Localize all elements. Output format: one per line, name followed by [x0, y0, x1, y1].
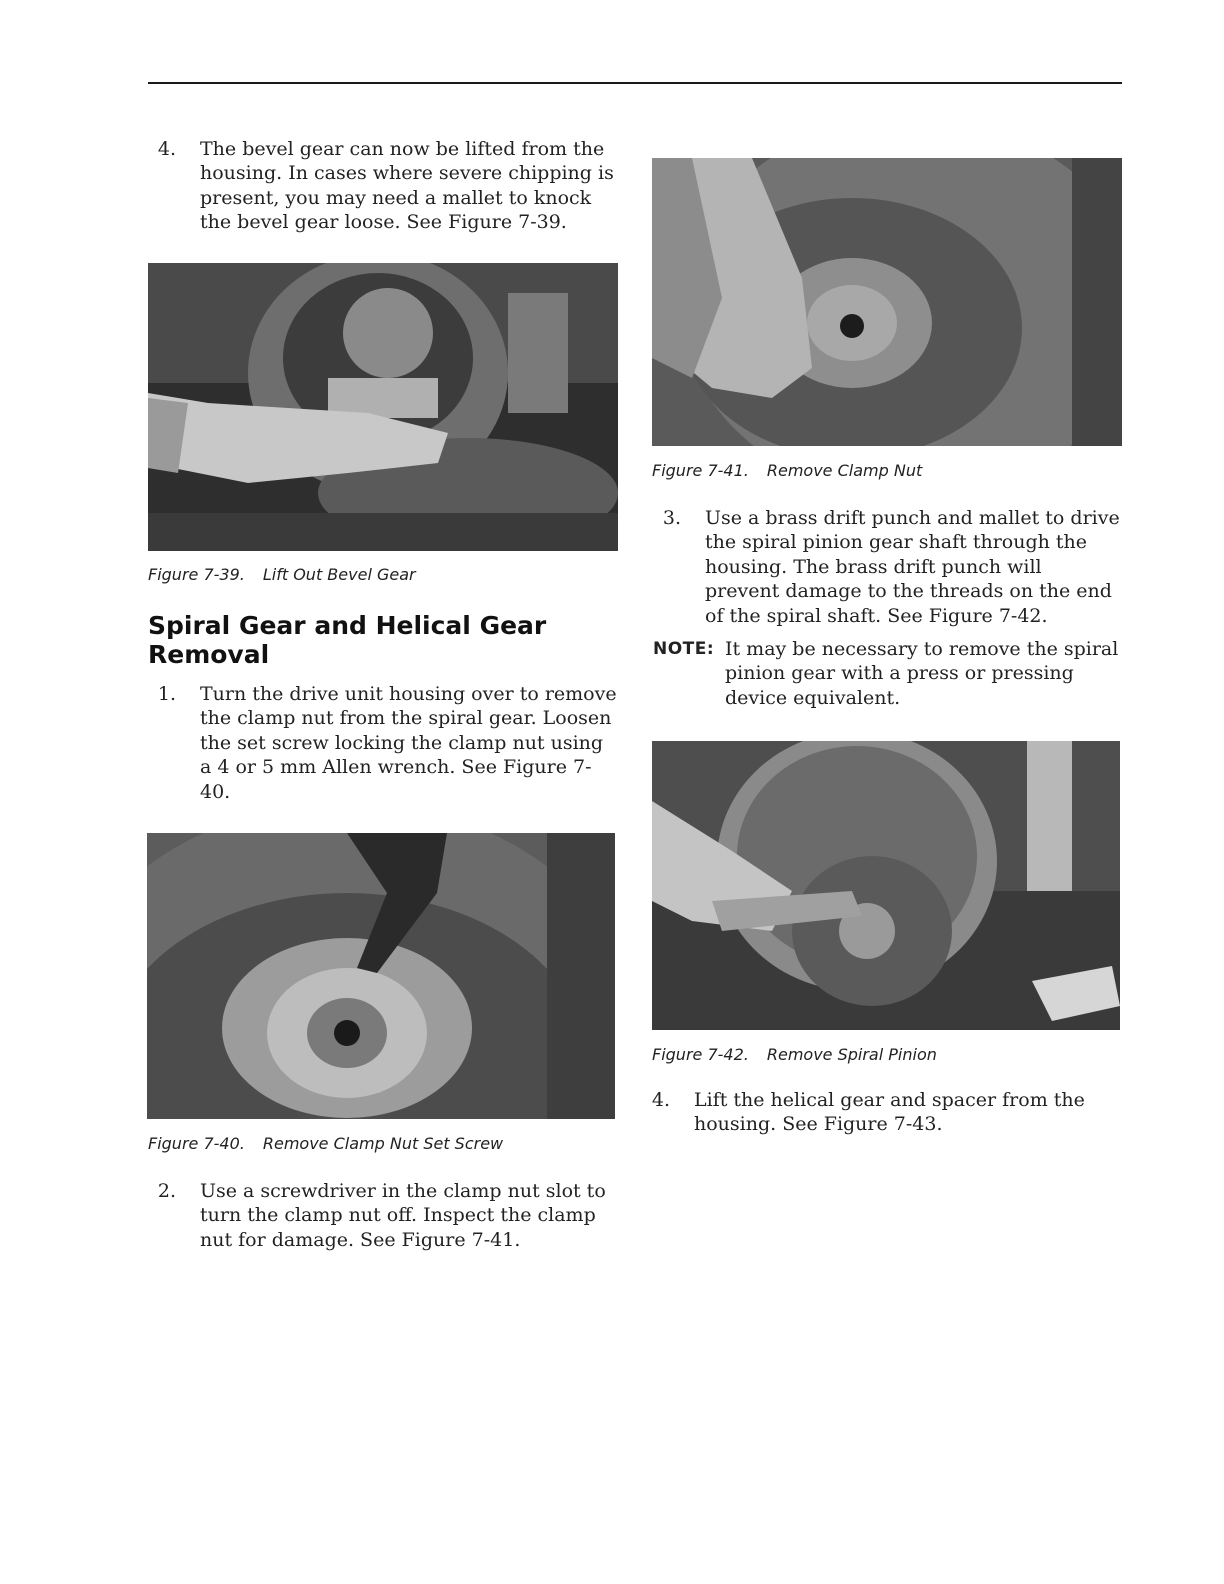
figure-7-42-photo: [652, 741, 1120, 1030]
step-number: 4.: [157, 138, 176, 160]
figure-title: Remove Clamp Nut: [766, 461, 923, 480]
step-number: 1.: [157, 683, 176, 705]
step-number: 4.: [651, 1089, 670, 1111]
section-heading: Spiral Gear and Helical Gear Removal: [148, 611, 547, 669]
step-text: Turn the drive unit housing over to remove the clamp nut from the spiral gear. Loosen the set screw locking the clamp nut using a 4 or 5 mm Allen wrench. See Figure 7-40.: [200, 683, 617, 803]
header-rule: [148, 82, 1122, 84]
figure-title: Remove Spiral Pinion: [766, 1045, 937, 1064]
figure-title: Remove Clamp Nut Set Screw: [262, 1134, 504, 1153]
figure-7-39-caption: [148, 565, 416, 584]
figure-7-41-photo: [652, 158, 1122, 446]
figure-label: Figure 7-41.: [652, 461, 749, 480]
figure-7-39-photo: [148, 263, 618, 551]
step-number: 3.: [662, 507, 681, 529]
figure-title: Lift Out Bevel Gear: [262, 565, 416, 584]
figure-7-41-caption: [652, 461, 922, 480]
figure-7-42-caption: [652, 1045, 937, 1064]
figure-label: Figure 7-42.: [652, 1045, 749, 1064]
figure-label: Figure 7-40.: [148, 1134, 245, 1153]
step-text: Lift the helical gear and spacer from the housing. See Figure 7-43.: [694, 1089, 1085, 1136]
step-text: The bevel gear can now be lifted from the housing. In cases where severe chipping is present, you may need a mallet to knock the bevel gear loose. See Figure 7-39.: [200, 138, 614, 234]
step-text: Use a brass drift punch and mallet to drive the spiral pinion gear shaft through the housing. The brass drift punch will prevent damage to the threads on the end of the spiral shaft. See Figure 7-42.: [705, 507, 1120, 627]
note-label: NOTE:: [653, 639, 715, 659]
step-text: Use a screwdriver in the clamp nut slot to turn the clamp nut off. Inspect the clamp nut for damage. See Figure 7-41.: [200, 1180, 606, 1251]
figure-7-40-caption: [148, 1134, 503, 1153]
figure-label: Figure 7-39.: [148, 565, 245, 584]
figure-7-40-photo: [147, 833, 615, 1119]
step-number: 2.: [157, 1180, 176, 1202]
note-text: It may be necessary to remove the spiral pinion gear with a press or pressing device equivalent.: [725, 638, 1119, 709]
